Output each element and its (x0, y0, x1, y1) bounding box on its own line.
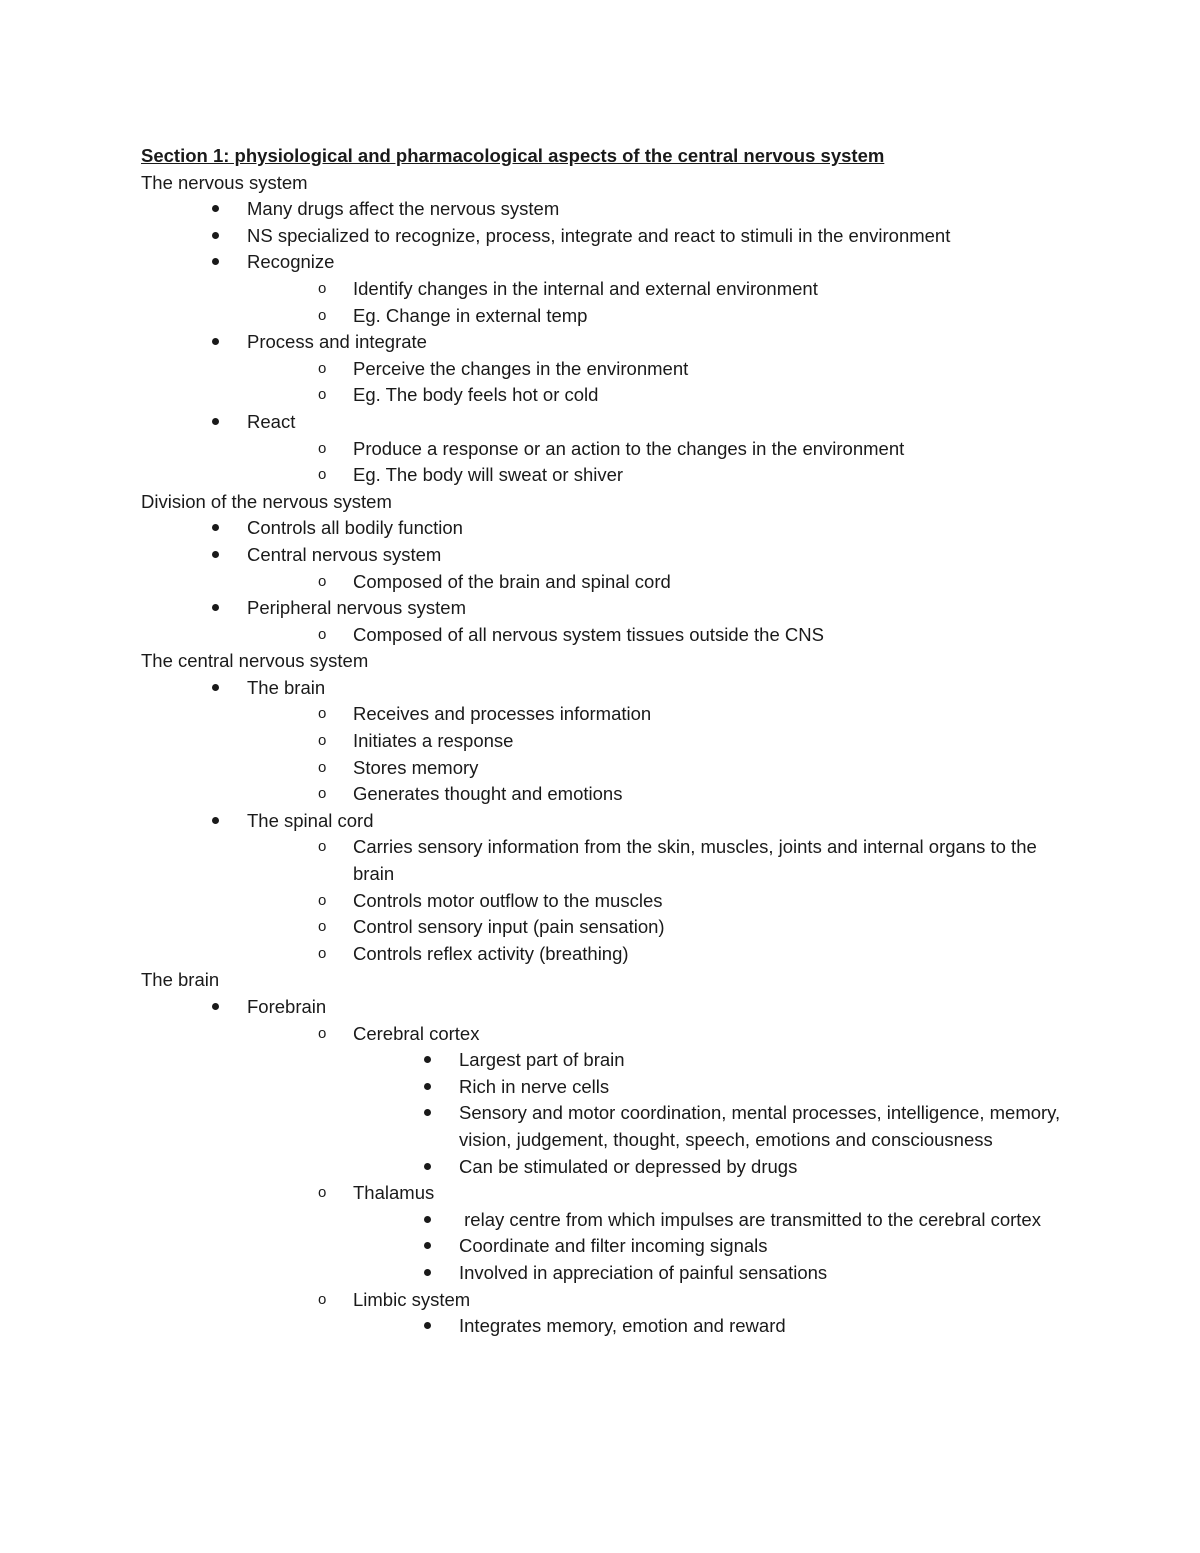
list-item-text: Composed of the brain and spinal cord (353, 570, 671, 592)
list-item-level-1 (141, 542, 1071, 569)
list-item-level-1 (141, 329, 1071, 356)
bullet-icon (424, 1154, 431, 1181)
bullet-icon (212, 808, 219, 835)
list-item-level-3 (141, 1154, 1071, 1181)
list-item-text: Forebrain (247, 996, 327, 1017)
bullet-icon (212, 994, 219, 1021)
list-item-text: Many drugs affect the nervous system (247, 198, 560, 220)
list-item-level-2 (141, 303, 1071, 330)
circle-bullet-icon: o (318, 1290, 327, 1308)
list-item-level-1 (141, 595, 1071, 622)
list-item-text: Generates thought and emotions (353, 783, 623, 805)
bullet-icon (424, 1260, 431, 1287)
list-item-text: Recognize (247, 251, 335, 273)
list-item-text: The spinal cord (247, 809, 374, 831)
list-item-text: Largest part of brain (459, 1049, 625, 1071)
list-item-text: Cerebral cortex (353, 1022, 480, 1044)
list-item-text: Eg. The body feels hot or cold (353, 384, 599, 406)
list-item-level-2 (141, 781, 1071, 808)
bullet-icon (212, 409, 219, 436)
list-item-level-1 (141, 515, 1071, 542)
list-item-text: NS specialized to recognize, process, integrate and react to stimuli in the environment (247, 224, 951, 246)
section-heading: The central nervous system (141, 650, 369, 672)
circle-bullet-icon: o (318, 1024, 327, 1042)
list-item-level-2 (141, 462, 1071, 489)
document-title: Section 1: physiological and pharmacological aspects of the central nervous system (141, 145, 885, 166)
circle-bullet-icon: o (318, 838, 327, 856)
list-item-level-3 (141, 1100, 1071, 1153)
list-item-level-3 (141, 1074, 1071, 1101)
bullet-icon (212, 595, 219, 622)
list-item-level-2 (141, 888, 1071, 915)
list-item-text: relay centre from which impulses are transmitted to the cerebral cortex (459, 1208, 1041, 1230)
list-item-level-2 (141, 382, 1071, 409)
list-item-text: Identify changes in the internal and external environment (353, 277, 818, 299)
list-item-level-3 (141, 1260, 1071, 1287)
list-item-text: Controls reflex activity (breathing) (353, 942, 629, 964)
circle-bullet-icon: o (318, 785, 327, 803)
list-item-text: Process and integrate (247, 331, 427, 353)
list-item-text: Controls all bodily function (247, 517, 463, 539)
list-item-level-2 (141, 276, 1071, 303)
bullet-icon (424, 1313, 431, 1340)
document-body (141, 143, 1071, 1340)
list-item-level-3 (141, 1233, 1071, 1260)
circle-bullet-icon: o (318, 572, 327, 590)
list-item-text: React (247, 410, 296, 432)
list-item-level-2 (141, 914, 1071, 941)
bullet-icon (424, 1047, 431, 1074)
circle-bullet-icon: o (318, 758, 327, 776)
list-item-text: Controls motor outflow to the muscles (353, 889, 663, 911)
bullet-icon (424, 1233, 431, 1260)
list-item-text: Receives and processes information (353, 703, 652, 725)
circle-bullet-icon: o (318, 891, 327, 909)
list-item-level-1 (141, 994, 1071, 1021)
bullet-icon (212, 515, 219, 542)
circle-bullet-icon: o (318, 279, 327, 297)
list-item-text: Integrates memory, emotion and reward (459, 1315, 786, 1337)
list-item-text: Coordinate and filter incoming signals (459, 1235, 768, 1257)
list-item-text: Sensory and motor coordination, mental processes, intelligence, memory, vision, judgement, thought, speech, emotions and consciousness (459, 1102, 1066, 1150)
list-item-text: Eg. Change in external temp (353, 304, 588, 326)
circle-bullet-icon: o (318, 944, 327, 962)
list-item-level-2 (141, 356, 1071, 383)
sections-container (141, 170, 1071, 1340)
list-item-text: Control sensory input (pain sensation) (353, 916, 665, 938)
list-item-level-2 (141, 569, 1071, 596)
list-item-text: Initiates a response (353, 730, 514, 752)
list-item-text: Involved in appreciation of painful sensations (459, 1261, 828, 1283)
bullet-icon (212, 223, 219, 250)
list-item-text: Produce a response or an action to the changes in the environment (353, 437, 905, 459)
list-item-text: Carries sensory information from the skin, muscles, joints and internal organs to the brain (353, 836, 1042, 885)
circle-bullet-icon: o (318, 705, 327, 723)
list-item-level-2 (141, 1287, 1071, 1314)
bullet-icon (424, 1100, 431, 1127)
list-item-level-3 (141, 1207, 1071, 1234)
list-item-level-2 (141, 755, 1071, 782)
circle-bullet-icon: o (318, 918, 327, 936)
bullet-icon (212, 329, 219, 356)
list-item-text: Thalamus (353, 1182, 435, 1204)
circle-bullet-icon: o (318, 359, 327, 377)
list-item-text: Composed of all nervous system tissues outside the CNS (353, 623, 824, 645)
circle-bullet-icon: o (318, 466, 327, 484)
list-item-level-2 (141, 941, 1071, 968)
bullet-icon (424, 1074, 431, 1101)
list-item-text: Can be stimulated or depressed by drugs (459, 1155, 798, 1177)
list-item-level-1 (141, 223, 1071, 250)
list-item-text: Rich in nerve cells (459, 1075, 610, 1097)
list-item-level-2 (141, 1180, 1071, 1207)
list-item-level-1 (141, 409, 1071, 436)
list-item-text: Limbic system (353, 1288, 471, 1310)
list-item-text: Eg. The body will sweat or shiver (353, 464, 624, 486)
section-heading: The nervous system (141, 171, 308, 193)
list-item-level-2 (141, 436, 1071, 463)
list-item-level-2 (141, 622, 1071, 649)
list-item-level-2 (141, 701, 1071, 728)
list-item-level-2 (141, 1021, 1071, 1048)
list-item-level-1 (141, 196, 1071, 223)
list-item-text: Peripheral nervous system (247, 597, 467, 619)
list-item-level-3 (141, 1047, 1071, 1074)
bullet-icon (212, 542, 219, 569)
list-item-level-1 (141, 249, 1071, 276)
circle-bullet-icon: o (318, 732, 327, 750)
list-item-level-3 (141, 1313, 1071, 1340)
circle-bullet-icon: o (318, 386, 327, 404)
list-item-text: Central nervous system (247, 543, 442, 565)
list-item-level-1 (141, 675, 1071, 702)
section-heading: The brain (141, 969, 220, 991)
bullet-icon (424, 1207, 431, 1234)
section-heading: Division of the nervous system (141, 490, 392, 512)
circle-bullet-icon: o (318, 439, 327, 457)
list-item-text: The brain (247, 676, 326, 698)
list-item-level-2 (141, 834, 1071, 887)
bullet-icon (212, 675, 219, 702)
bullet-icon (212, 249, 219, 276)
list-item-level-2 (141, 728, 1071, 755)
list-item-text: Stores memory (353, 756, 479, 778)
circle-bullet-icon: o (318, 625, 327, 643)
circle-bullet-icon: o (318, 306, 327, 324)
bullet-icon (212, 196, 219, 223)
list-item-level-1 (141, 808, 1071, 835)
list-item-text: Perceive the changes in the environment (353, 357, 689, 379)
circle-bullet-icon: o (318, 1184, 327, 1202)
